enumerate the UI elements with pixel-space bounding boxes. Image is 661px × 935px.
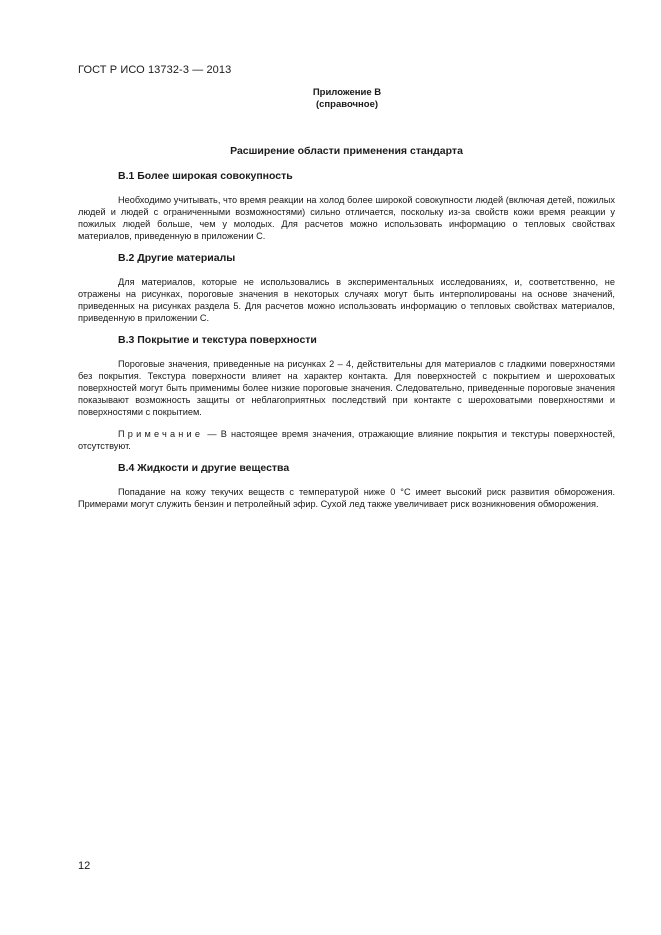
appendix-label-block xyxy=(288,87,406,111)
appendix-type: (справочное) xyxy=(315,99,379,110)
section-text-b1: Необходимо учитывать, что время реакции на холод более широкой совокупности людей (включая детей, пожилых людей и людей с ограниченными возможностями) сильно отличается, поскольку из-за свойств кожи время реакции у пожилых людей больше, чем у молодых. Для расчетов можно использовать информацию о тепловых свойствах материалов, приведенную в приложении С. xyxy=(78,195,615,241)
section-text-b3: Пороговые значения, приведенные на рисунках 2 – 4, действительны для материалов с гладкими поверхностями без покрытия. Текстура поверхности влияет на характер контакта. Для поверхностей с покрытием и шероховатых поверхностей могут быть применимы более низкие пороговые значения. Следовательно, приведенные пороговые значения показывают возможность защиты от неблагоприятных последствий при контакте с шероховатыми поверхностями и поверхностями с покрытием. xyxy=(78,359,615,417)
note-paragraph xyxy=(78,428,615,452)
section-text-b2: Для материалов, которые не использовались в экспериментальных исследованиях, и, соответственно, не отражены на рисунках, пороговые значения в некоторых случаях могут быть интерполированы на основе значений, приведенных на рисунках раздела 5. Для расчетов можно использовать информацию о тепловых свойствах материалов, приведенную в приложении С. xyxy=(78,277,615,323)
page-number: 12 xyxy=(78,860,91,872)
note-text: — В настоящее время значения, отражающие влияние покрытия и текстуры поверхностей, отсутствуют. xyxy=(78,429,615,451)
standard-designation: ГОСТ Р ИСО 13732-3 — 2013 xyxy=(78,64,232,76)
section-text-b4: Попадание на кожу текучих веществ с температурой ниже 0 °С имеет высокий риск развития обморожения. Примерами могут служить бензин и петролейный эфир. Сухой лед также увеличивает риск возникновения обморожения. xyxy=(78,487,615,509)
annex-title: Расширение области применения стандарта xyxy=(230,145,463,157)
note-label: Примечание xyxy=(118,429,204,439)
section-heading-b3: В.3 Покрытие и текстура поверхности xyxy=(118,334,317,346)
section-heading-b2: В.2 Другие материалы xyxy=(118,252,236,264)
section-heading-b1: В.1 Более широкая совокупность xyxy=(118,170,293,182)
appendix-label: Приложение В xyxy=(312,87,382,98)
section-heading-b4: В.4 Жидкости и другие вещества xyxy=(118,462,290,474)
